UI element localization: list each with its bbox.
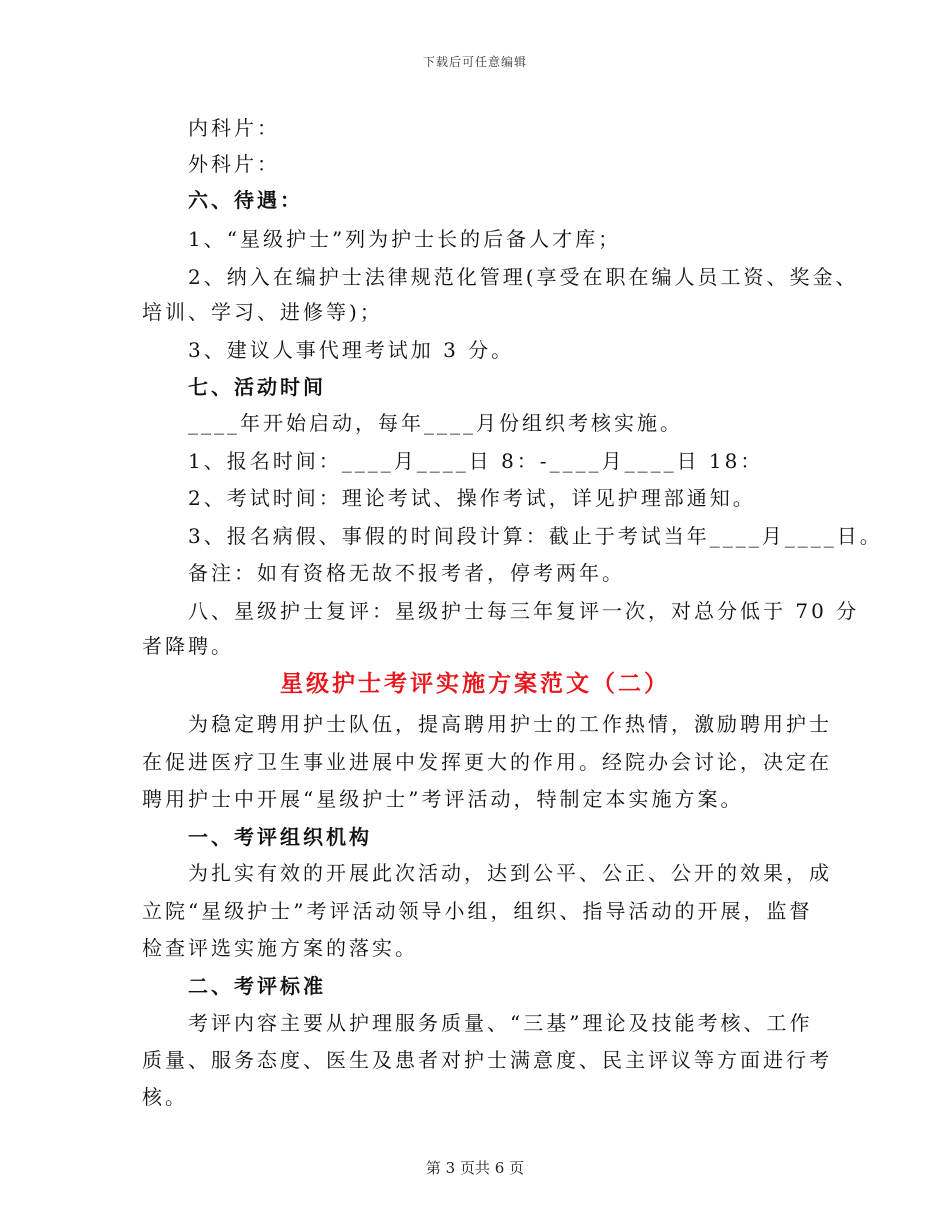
document-title: 星级护士考评实施方案范文（二）	[280, 670, 670, 697]
page-header: 下载后可任意编辑	[422, 55, 527, 69]
text-line: 检查评选实施方案的落实。	[142, 936, 418, 960]
text-line: 者降聘。	[142, 634, 234, 658]
text-line-surgery: 外科片：	[188, 152, 280, 176]
text-line-internal-medicine: 内科片：	[188, 116, 280, 140]
section-heading-organization: 一、考评组织机构	[188, 825, 372, 849]
text-line: 1、“星级护士”列为护士长的后备人才库；	[188, 227, 622, 251]
text-line: 质量、服务态度、医生及患者对护士满意度、民主评议等方面进行考	[142, 1048, 832, 1072]
page-footer: 第 3 页共 6 页	[425, 1159, 525, 1177]
text-line: 核。	[142, 1085, 188, 1109]
text-line: 考评内容主要从护理服务质量、“三基”理论及技能考核、工作	[188, 1011, 813, 1035]
text-line: 聘用护士中开展“星级护士”考评活动，特制定本实施方案。	[142, 787, 744, 811]
text-line: 3、报名病假、事假的时间段计算：截止于考试当年____月____日。	[188, 524, 883, 548]
text-line: 立院“星级护士”考评活动领导小组，组织、指导活动的开展，监督	[142, 899, 813, 923]
text-line-note: 备注：如有资格无故不报考者，停考两年。	[188, 561, 625, 585]
text-line: 3、建议人事代理考试加 3 分。	[188, 338, 515, 362]
text-line: 2、考试时间：理论考试、操作考试，详见护理部通知。	[188, 486, 756, 510]
text-line: 1、报名时间：____月____日 8：-____月____日 18：	[188, 449, 764, 473]
text-line: 八、星级护士复评：星级护士每三年复评一次，对总分低于 70 分	[188, 599, 860, 623]
text-line: 在促进医疗卫生事业进展中发挥更大的作用。经院办会讨论，决定在	[142, 750, 832, 774]
section-heading-activity-time: 七、活动时间	[188, 375, 326, 399]
text-line: 培训、学习、进修等)；	[142, 300, 383, 324]
text-line: ____年开始启动，每年____月份组织考核实施。	[188, 411, 683, 435]
text-line: 2、纳入在编护士法律规范化管理(享受在职在编人员工资、奖金、	[188, 265, 859, 289]
text-line: 为稳定聘用护士队伍，提高聘用护士的工作热情，激励聘用护士	[188, 712, 832, 736]
text-line: 为扎实有效的开展此次活动，达到公平、公正、公开的效果，成	[188, 861, 832, 885]
section-heading-criteria: 二、考评标准	[188, 974, 326, 998]
section-heading-benefits: 六、待遇：	[188, 188, 303, 212]
